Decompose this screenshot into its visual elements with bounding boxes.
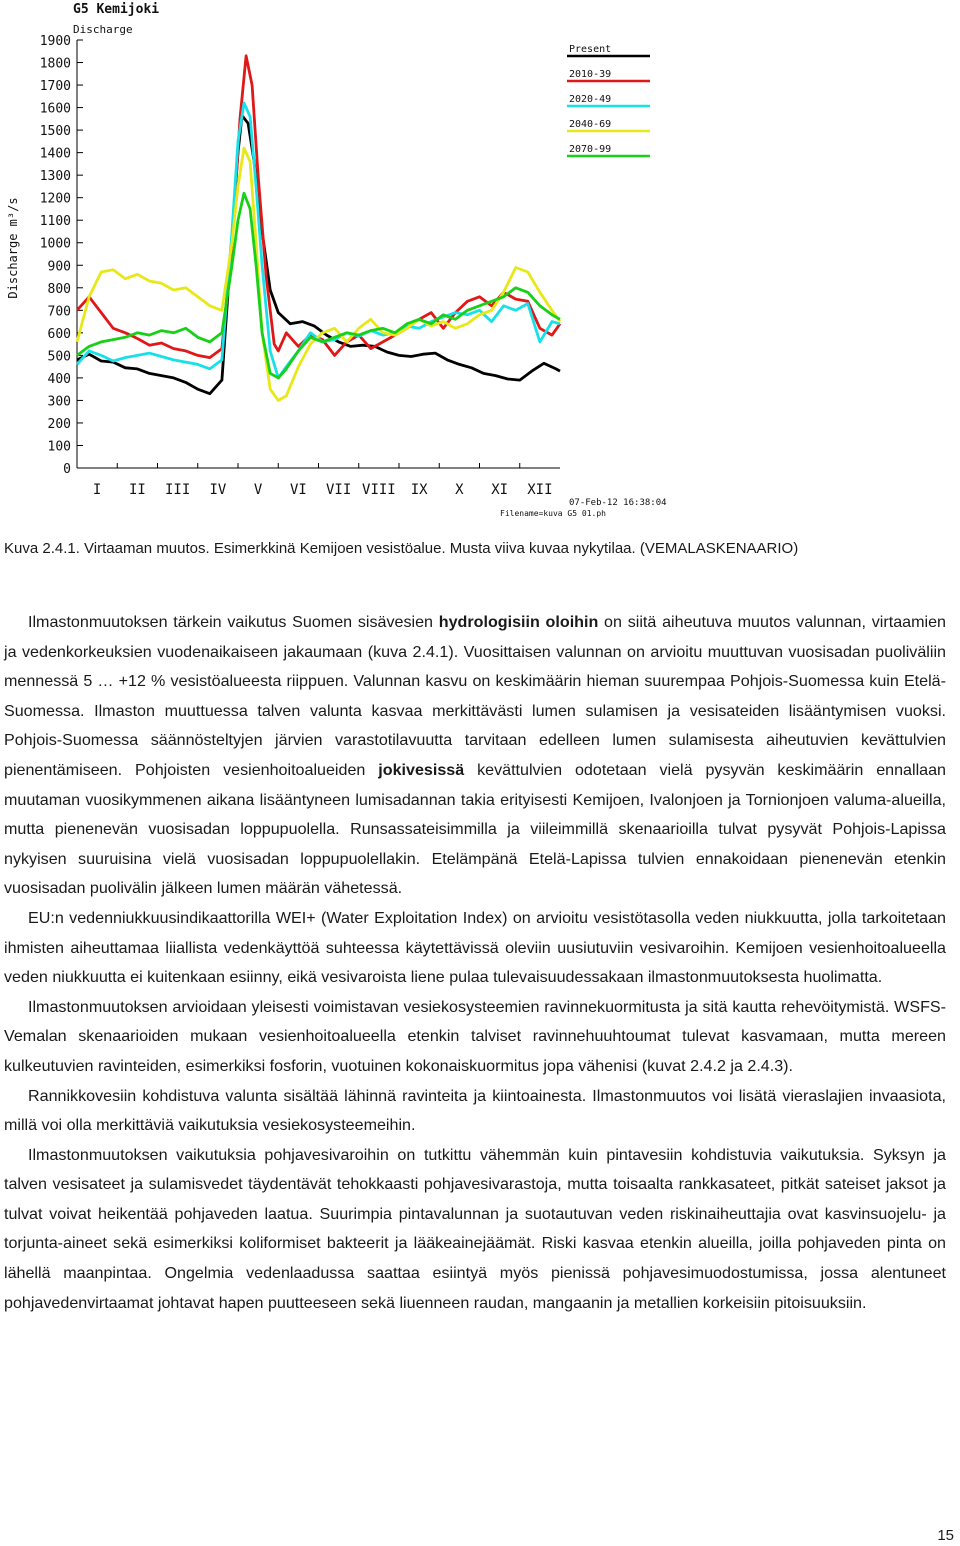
y-tick-label: 300 (47, 394, 71, 410)
legend-label: 2010-39 (569, 69, 612, 80)
paragraph-1-bold-term: hydrologisiin oloihin (438, 613, 599, 631)
y-tick-label: 1700 (39, 79, 71, 95)
month-label: II (128, 482, 146, 498)
month-label: IV (209, 482, 227, 498)
paragraph-2: EU:n vedenniukkuusindikaattorilla WEI+ (Water Exploitation Index) on arvioitu vesistötasolla veden niukkuutta, jolla tarkoitetaan ihmisten aiheuttamaa liiallista vedenkäyttöä suhteessa käytettävissä oleviin uusiutuviin vesivaroihin. Kemijoen vesienhoitoalueella veden niukkuutta ei kuitenkaan esiinny, eikä vesivaroista liene pulaa tulevaisuudessakaan ilmastonmuutoksesta huolimatta. (4, 908, 946, 987)
y-tick-label: 1000 (39, 236, 71, 252)
chart-subtitle: Discharge (73, 23, 133, 36)
y-axis-label: Discharge m³/s (6, 197, 20, 299)
y-tick-label: 1400 (39, 146, 71, 162)
y-tick-label: 200 (47, 416, 71, 432)
legend-label: 2040-69 (569, 119, 612, 130)
month-label: VI (289, 482, 307, 498)
figure-caption: Kuva 2.4.1. Virtaaman muutos. Esimerkkinä Kemijoen vesistöalue. Musta viiva kuvaa nykytilaa. (VEMALASKENAARIO) (4, 540, 799, 557)
y-tick-label: 500 (47, 349, 71, 365)
y-tick-label: 1500 (39, 124, 71, 140)
month-label: III (164, 482, 191, 498)
month-label: XI (491, 482, 509, 498)
month-label: VIII (362, 482, 396, 498)
body-text (4, 608, 946, 1318)
y-tick-label: 1200 (39, 191, 71, 207)
y-tick-label: 800 (47, 281, 71, 297)
paragraph-1-text-a: Ilmastonmuutoksen tärkein vaikutus Suomen sisävesien (28, 613, 439, 631)
paragraph-1-text-e: kevättulvien odotetaan vielä pysyvän keskimäärin ennallaan muutaman vuosikymmenen aikana lisääntyneen lumisadannan takia erityisesti Kemijoen, Ivalonjoen ja Tornionjoen valuma-alueilla, mutta pienenevän vuosisadan loppupuolella. Runsassateisimmilla ja viileimmillä skenaarioilla tulvat pysyvät Pohjois-Lapissa nykyisen suuruisina vielä vuosisadan loppupuolellakin. Etelämpänä Etelä-Lapissa tulvien ennakoidaan pienenevän etenkin vuosisadan puolivälin jälkeen lumen määrän vähetessä. (4, 760, 947, 898)
y-tick-label: 1100 (39, 214, 71, 230)
paragraph-5: Ilmastonmuutoksen vaikutuksia pohjavesivaroihin on tutkittu vähemmän kuin pintavesiin kohdistuvia vaikutuksia. Syksyn ja talven vesisateet ja sulamisvedet täydentävät tehokkaasti pohjavesivarastoja, mutta toisaalta rankkasateet, pitkät sateiset jaksot ja tulvat voivat heikentää pohjaveden laatua. Suurimpia pintavalunnan ja suotautuvan veden riskinaiheuttajia ovat kasvinsuojelu- ja torjunta-aineet sekä esimerkiksi koliformiset bakteerit ja lääkeainejäämät. Riski kasvaa etenkin alueilla, joilla pohjaveden pinta on lähellä maanpintaa. Ongelmia vedenlaadussa saattaa esiintyä myös pienissä pohjavesimuodostumissa, jossa alentuneet pohjavedenvirtaamat johtavat hapen puutteeseen sekä liuenneen raudan, mangaanin ja metallien korkeisiin pitoisuuksiin. (4, 1145, 946, 1312)
y-tick-label: 100 (47, 439, 71, 455)
month-label: X (455, 482, 464, 498)
discharge-chart-svg (0, 0, 700, 522)
discharge-chart (0, 0, 700, 522)
paragraph-1-text-c: on siitä aiheutuva muutos valunnan, virtaamien ja vedenkorkeuksien vuodenaikaiseen jakaumaan (kuva 2.4.1). Vuosittaisen valunnan on arvioitu muuttuvan vuosisadan puoliväliin mennessä 5 … +12 % vesistöalueesta riippuen. Valunnan kasvu on keskimäärin hieman suurempaa Pohjois-Suomessa kuin Etelä-Suomessa. Ilmaston muuttuessa talven valunta kasvaa merkittävästi lumen sulamisen ja vesisateiden lisääntymisen vuoksi. Pohjois-Suomessa säännösteltyjen järvien varastotilavuutta tarvitaan edelleen lumen sulamisesta aiheutuvien kevättulvien pienentämiseen. Pohjoisten vesienhoitoalueiden (4, 613, 946, 779)
paragraph-3: Ilmastonmuutoksen arvioidaan yleisesti voimistavan vesiekosysteemien ravinnekuormitusta ja sitä kautta rehevöitymistä. WSFS-Vemalan skenaarioiden mukaan vesienhoitoalueella etenkin talviset ravinnehuuhtoumat tulevat kasvamaan, mutta mereen kulkeutuvien ravinteiden, esimerkiksi fosforin, vuotuinen kokonaiskuormitus jopa vähenisi (kuvat 2.4.2 ja 2.4.3). (4, 997, 946, 1075)
y-tick-label: 600 (47, 326, 71, 342)
y-tick-label: 1600 (39, 101, 71, 117)
y-tick-label: 1300 (39, 169, 71, 185)
series-line-2040-69 (77, 148, 560, 400)
page-number: 15 (937, 1527, 954, 1544)
y-tick-label: 700 (47, 304, 71, 320)
y-tick-label: 900 (47, 259, 71, 275)
chart-station-title: G5 Kemijoki (73, 2, 160, 17)
month-label: XII (527, 482, 553, 498)
paragraph-4: Rannikkovesiin kohdistuva valunta sisältää lähinnä ravinteita ja kiintoainesta. Ilmastonmuutos voi lisätä vieraslajien invaasiota, millä voi olla merkittäviä vaikutuksia vesiekosysteemeihin. (4, 1086, 946, 1135)
chart-timestamp: 07-Feb-12 16:38:04 (569, 498, 667, 508)
y-tick-label: 1800 (39, 56, 71, 72)
y-tick-label: 400 (47, 371, 71, 387)
month-label: I (92, 482, 102, 498)
month-label: VII (325, 482, 352, 498)
month-label: IX (410, 482, 428, 498)
paragraph-1-bold-term-2: jokivesissä (378, 760, 465, 779)
y-tick-label: 1900 (39, 34, 71, 49)
legend-label: Present (569, 44, 612, 55)
month-label: V (253, 482, 263, 498)
y-tick-label: 0 (63, 462, 71, 477)
legend-label: 2020-49 (569, 94, 612, 105)
legend-label: 2070-99 (569, 144, 612, 155)
paragraph-1 (4, 608, 946, 904)
series-line-2070-99 (77, 193, 560, 378)
chart-filename: Filename=kuva G5 01.ph (500, 509, 606, 518)
